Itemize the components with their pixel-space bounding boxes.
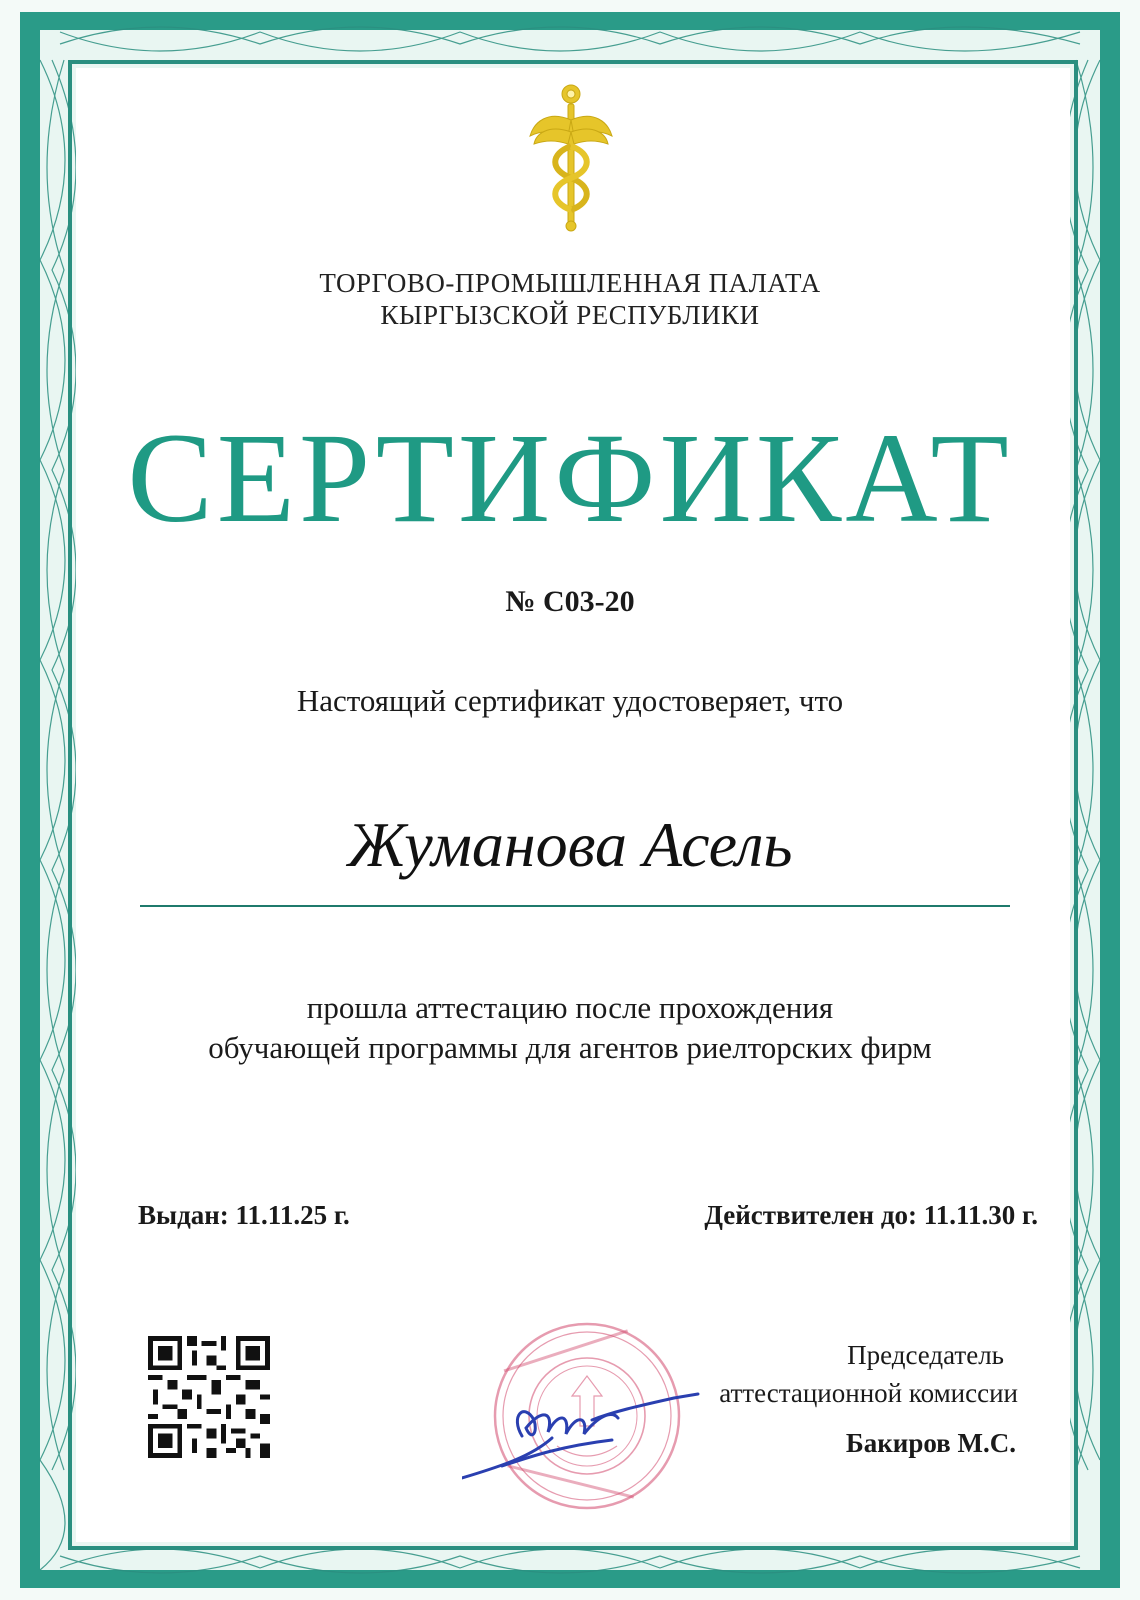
certificate-intro: Настоящий сертификат удостоверяет, что — [296, 683, 844, 718]
issued-date: Выдан: 11.11.25 г. — [138, 1200, 350, 1230]
valid-until-date: Действителен до: 11.11.30 г. — [704, 1200, 1038, 1230]
holder-name: Жуманова Асель — [347, 809, 793, 880]
holder-name-underline — [140, 905, 1010, 907]
description-line-1: прошла аттестацию после прохождения — [306, 990, 834, 1025]
caduceus-emblem-icon — [528, 80, 614, 232]
certificate-number: № С03-20 — [505, 585, 635, 618]
organization-name-line-2: КЫРГЫЗСКОЙ РЕСПУБЛИКИ — [380, 300, 760, 330]
description-line-2: обучающей программы для агентов риелторских фирм — [208, 1030, 932, 1065]
signatory-role-line-1: Председатель — [847, 1340, 1004, 1370]
signatory-role-line-2: аттестационной комиссии — [719, 1378, 1018, 1408]
signatory-name: Бакиров М.С. — [845, 1428, 1016, 1458]
qr-code-icon — [148, 1336, 270, 1458]
organization-name-line-1: ТОРГОВО-ПРОМЫШЛЕННАЯ ПАЛАТА — [319, 268, 821, 298]
official-stamp — [462, 1316, 712, 1526]
certificate-title: СЕРТИФИКАТ — [127, 407, 1013, 549]
